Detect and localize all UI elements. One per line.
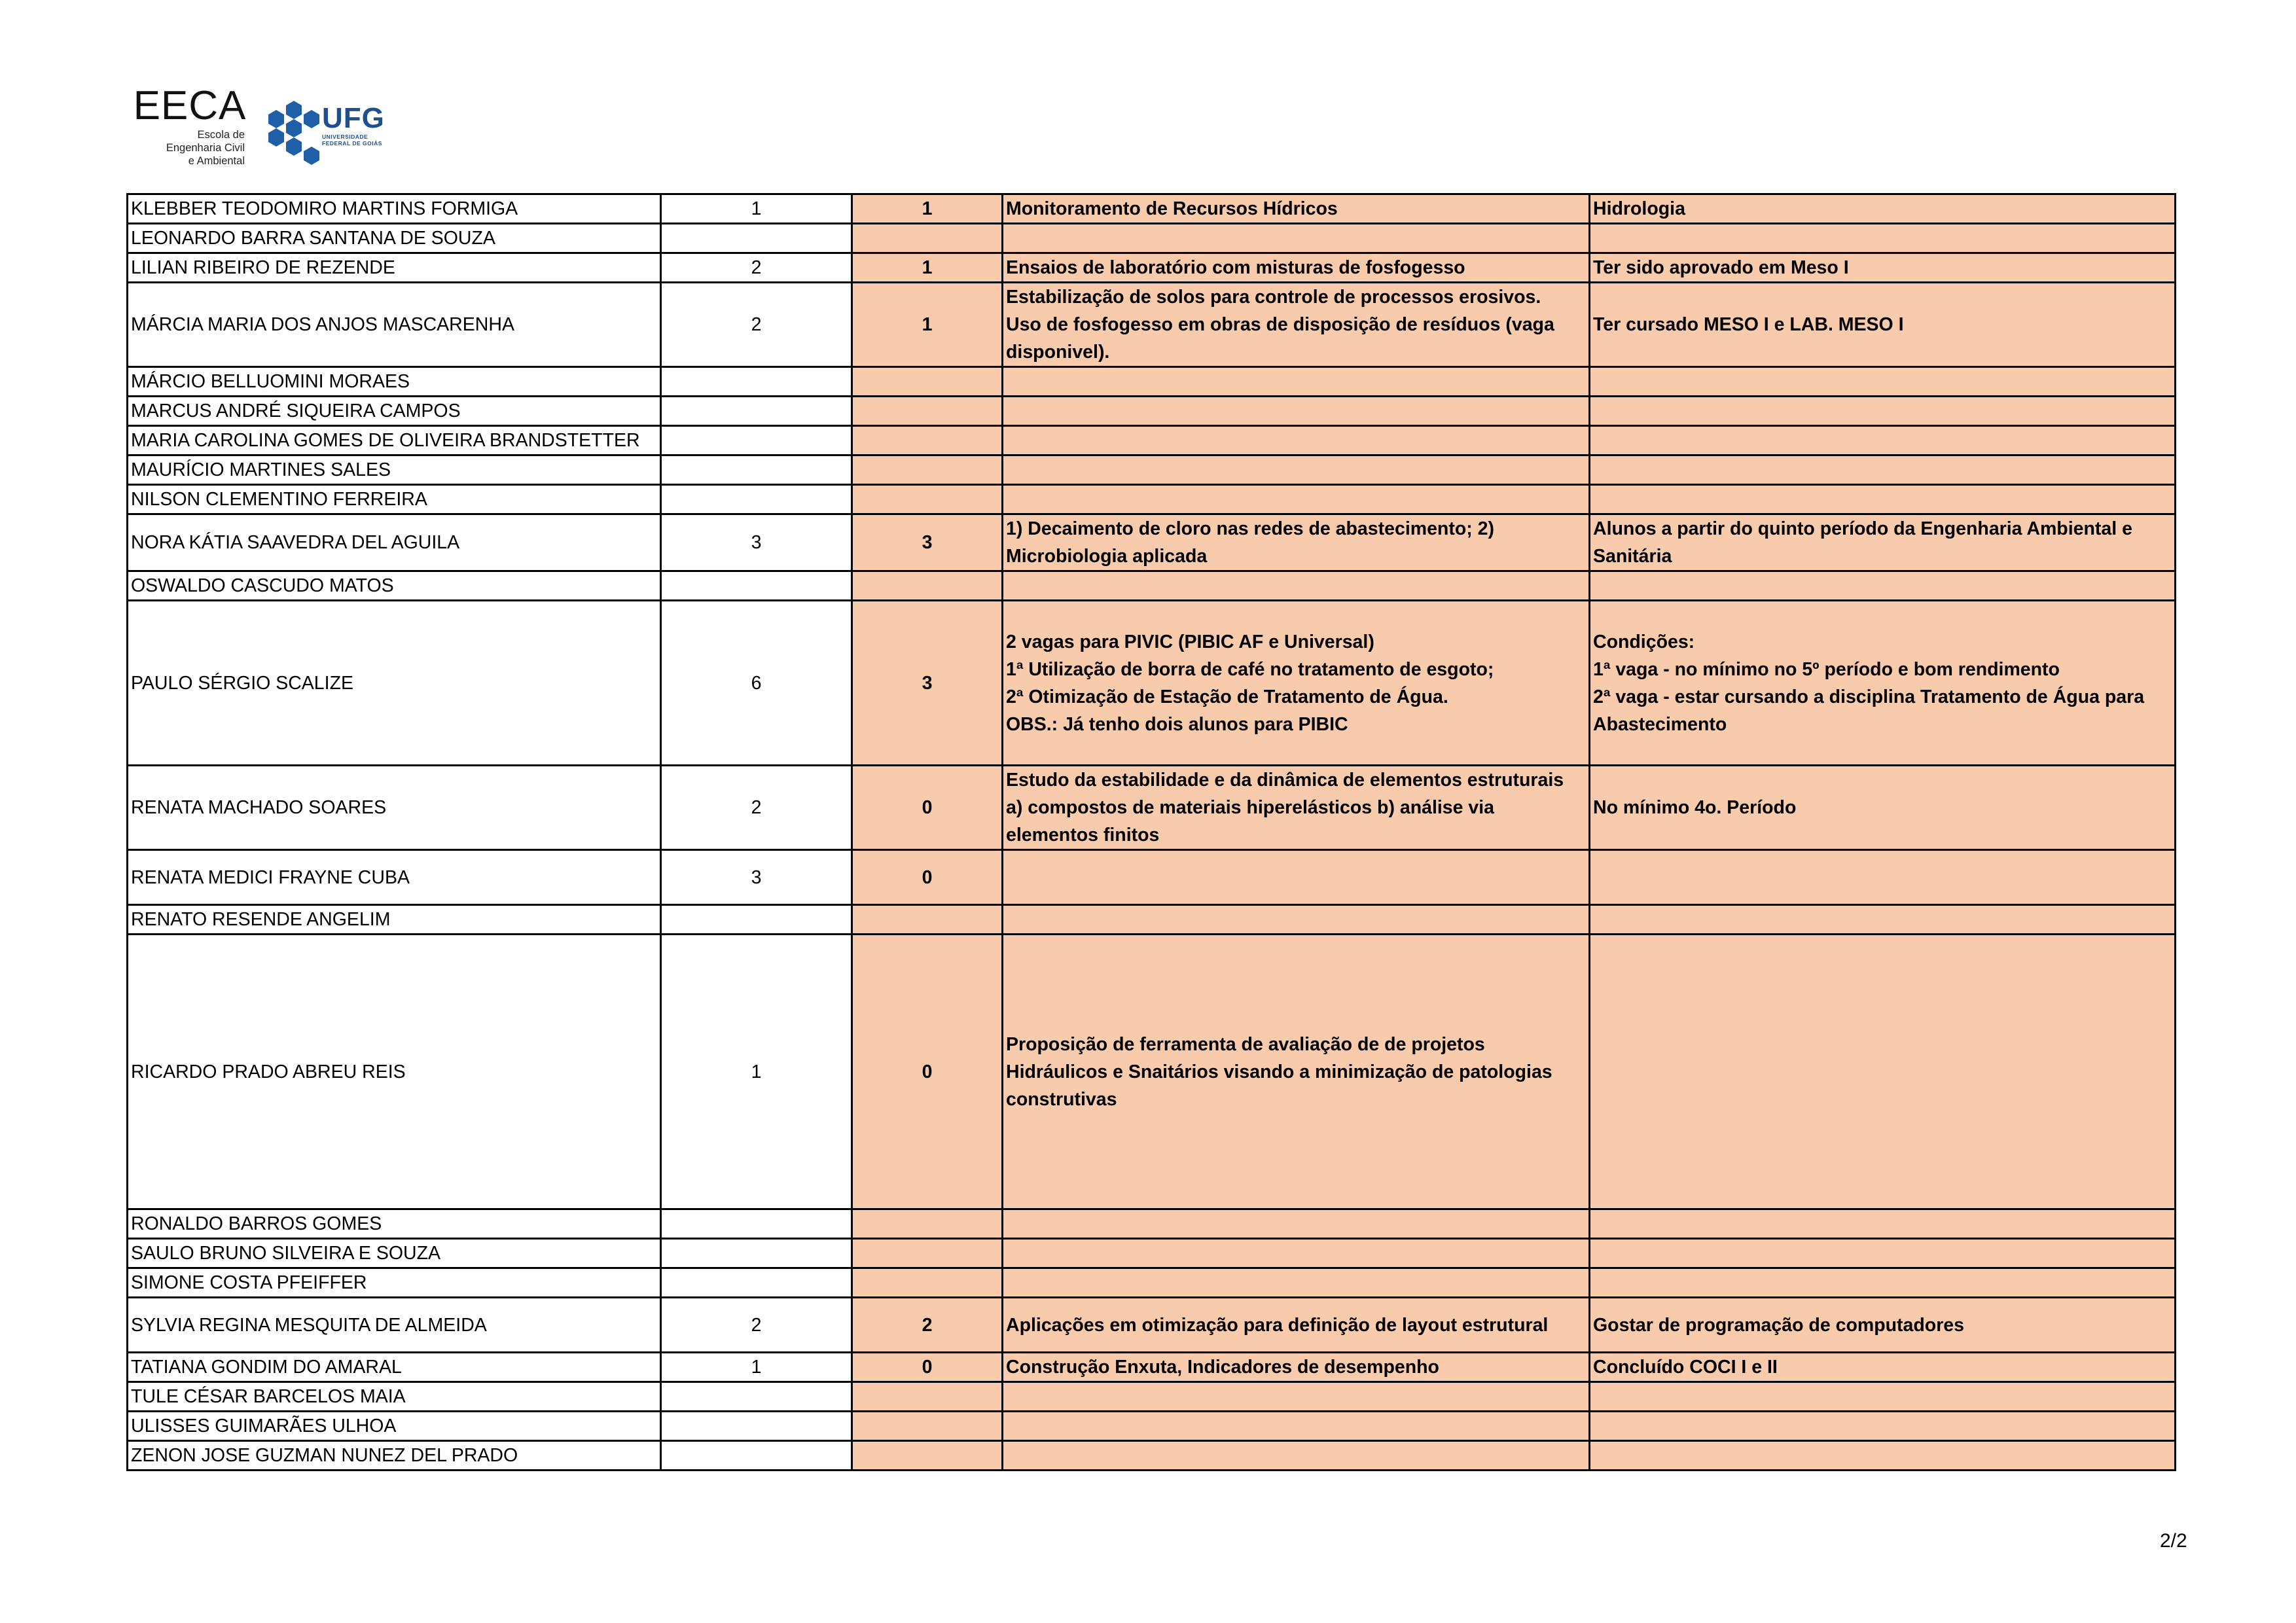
research-topic-cell: Ensaios de laboratório com misturas de fosfogesso	[1003, 253, 1590, 283]
requirements-cell	[1590, 1412, 2176, 1441]
requirements-cell: Alunos a partir do quinto período da Engenharia Ambiental e Sanitária	[1590, 514, 2176, 571]
advisor-name-cell: LILIAN RIBEIRO DE REZENDE	[128, 253, 661, 283]
vacancies-available-cell: 0	[852, 766, 1003, 850]
requirements-cell: Gostar de programação de computadores	[1590, 1298, 2176, 1353]
table-row	[128, 485, 2176, 514]
requirements-cell	[1590, 571, 2176, 601]
advisor-name-cell: KLEBBER TEODOMIRO MARTINS FORMIGA	[128, 194, 661, 224]
advisor-name-cell: ULISSES GUIMARÃES ULHOA	[128, 1412, 661, 1441]
requirements-cell: Ter cursado MESO I e LAB. MESO I	[1590, 283, 2176, 367]
research-topic-cell	[1003, 1412, 1590, 1441]
advisor-name-cell: MÁRCIA MARIA DOS ANJOS MASCARENHA	[128, 283, 661, 367]
table-row	[128, 1412, 2176, 1441]
vacancies-total-cell	[661, 571, 852, 601]
eeca-ufg-logo	[131, 84, 406, 170]
vacancies-available-cell	[852, 1268, 1003, 1298]
vacancies-available-cell: 1	[852, 283, 1003, 367]
table-row	[128, 1382, 2176, 1412]
table-row	[128, 1268, 2176, 1298]
eeca-logo	[131, 84, 249, 168]
table-row	[128, 283, 2176, 367]
eeca-subtitle-2: Engenharia Civil	[166, 142, 245, 154]
advisor-name-cell: RENATO RESENDE ANGELIM	[128, 905, 661, 935]
vacancies-available-cell: 2	[852, 1298, 1003, 1353]
advisor-name-cell: RONALDO BARROS GOMES	[128, 1209, 661, 1239]
vacancies-available-cell	[852, 1441, 1003, 1471]
vacancies-available-cell: 3	[852, 601, 1003, 766]
requirements-cell	[1590, 1382, 2176, 1412]
table-row	[128, 766, 2176, 850]
research-topic-cell	[1003, 1382, 1590, 1412]
research-topic-cell	[1003, 224, 1590, 253]
page-number: 2/2	[2160, 1530, 2187, 1552]
table-row	[128, 571, 2176, 601]
advisor-name-cell: RICARDO PRADO ABREU REIS	[128, 935, 661, 1209]
requirements-cell: No mínimo 4o. Período	[1590, 766, 2176, 850]
eeca-wordmark: EECA	[133, 83, 247, 128]
vacancies-total-cell: 2	[661, 283, 852, 367]
research-topic-cell: Estabilização de solos para controle de processos erosivos. Uso de fosfogesso em obras de disposição de resíduos (vaga disponivel).	[1003, 283, 1590, 367]
research-topic-cell: Aplicações em otimização para definição de layout estrutural	[1003, 1298, 1590, 1353]
vacancies-total-cell: 1	[661, 194, 852, 224]
vacancies-total-cell: 3	[661, 514, 852, 571]
requirements-cell	[1590, 455, 2176, 485]
vacancies-total-cell	[661, 1239, 852, 1268]
research-topic-cell	[1003, 1441, 1590, 1471]
vacancies-available-cell	[852, 367, 1003, 397]
advisor-name-cell: SAULO BRUNO SILVEIRA E SOUZA	[128, 1239, 661, 1268]
ufg-wordmark: UFG	[322, 102, 385, 134]
advisor-name-cell: TULE CÉSAR BARCELOS MAIA	[128, 1382, 661, 1412]
table-row	[128, 224, 2176, 253]
advisor-name-cell: MAURÍCIO MARTINES SALES	[128, 455, 661, 485]
advisor-name-cell: RENATA MEDICI FRAYNE CUBA	[128, 850, 661, 905]
vacancies-available-cell	[852, 1239, 1003, 1268]
ufg-logo-text	[322, 103, 385, 147]
ufg-subtitle-1: UNIVERSIDADE	[322, 134, 368, 140]
advisor-name-cell: LEONARDO BARRA SANTANA DE SOUZA	[128, 224, 661, 253]
research-topic-cell	[1003, 571, 1590, 601]
table-row	[128, 1209, 2176, 1239]
vacancies-available-cell	[852, 224, 1003, 253]
vacancies-total-cell	[661, 1268, 852, 1298]
advisor-name-cell: PAULO SÉRGIO SCALIZE	[128, 601, 661, 766]
requirements-cell	[1590, 850, 2176, 905]
vacancies-available-cell: 1	[852, 194, 1003, 224]
requirements-cell	[1590, 935, 2176, 1209]
vacancies-available-cell: 1	[852, 253, 1003, 283]
requirements-cell	[1590, 426, 2176, 455]
vacancies-available-cell	[852, 485, 1003, 514]
advisor-name-cell: MARIA CAROLINA GOMES DE OLIVEIRA BRANDSTETTER	[128, 426, 661, 455]
table-row	[128, 1353, 2176, 1382]
table-row	[128, 253, 2176, 283]
vacancies-available-cell	[852, 905, 1003, 935]
research-topic-cell	[1003, 397, 1590, 426]
research-topic-cell: Estudo da estabilidade e da dinâmica de elementos estruturais a) compostos de materiais hiperelásticos b) análise via elementos finitos	[1003, 766, 1590, 850]
table-row	[128, 367, 2176, 397]
vacancies-total-cell: 6	[661, 601, 852, 766]
research-topic-cell: Proposição de ferramenta de avaliação de de projetos Hidráulicos e Snaitários visando a minimização de patologias construtivas	[1003, 935, 1590, 1209]
requirements-cell: Ter sido aprovado em Meso I	[1590, 253, 2176, 283]
research-topic-cell	[1003, 1209, 1590, 1239]
research-topic-cell: 2 vagas para PIVIC (PIBIC AF e Universal) 1ª Utilização de borra de café no tratamento de esgoto; 2ª Otimização de Estação de Tratamento de Água. OBS.: Já tenho dois alunos para PIBIC	[1003, 601, 1590, 766]
vacancies-total-cell	[661, 426, 852, 455]
table-row	[128, 514, 2176, 571]
vacancies-available-cell: 3	[852, 514, 1003, 571]
vacancies-total-cell	[661, 224, 852, 253]
table-row	[128, 601, 2176, 766]
table-row	[128, 397, 2176, 426]
vacancies-available-cell	[852, 455, 1003, 485]
vacancies-available-cell	[852, 426, 1003, 455]
advisor-name-cell: TATIANA GONDIM DO AMARAL	[128, 1353, 661, 1382]
advisor-table	[126, 193, 2176, 1471]
research-topic-cell: 1) Decaimento de cloro nas redes de abastecimento; 2) Microbiologia aplicada	[1003, 514, 1590, 571]
vacancies-total-cell: 2	[661, 253, 852, 283]
research-topic-cell	[1003, 850, 1590, 905]
vacancies-total-cell: 1	[661, 1353, 852, 1382]
table-row	[128, 1239, 2176, 1268]
vacancies-total-cell	[661, 1382, 852, 1412]
requirements-cell	[1590, 905, 2176, 935]
advisor-name-cell: NORA KÁTIA SAAVEDRA DEL AGUILA	[128, 514, 661, 571]
table-row	[128, 1298, 2176, 1353]
vacancies-total-cell	[661, 397, 852, 426]
requirements-cell: Condições: 1ª vaga - no mínimo no 5º período e bom rendimento 2ª vaga - estar cursando a disciplina Tratamento de Água para Abastecimento	[1590, 601, 2176, 766]
table-row	[128, 194, 2176, 224]
ufg-subtitle-2: FEDERAL DE GOIÁS	[322, 140, 382, 147]
table-row	[128, 1441, 2176, 1471]
vacancies-total-cell	[661, 1441, 852, 1471]
requirements-cell	[1590, 1268, 2176, 1298]
requirements-cell	[1590, 224, 2176, 253]
requirements-cell	[1590, 397, 2176, 426]
requirements-cell	[1590, 1441, 2176, 1471]
eeca-subtitle-1: Escola de	[197, 129, 245, 141]
research-topic-cell	[1003, 485, 1590, 514]
vacancies-total-cell	[661, 455, 852, 485]
advisor-name-cell: SIMONE COSTA PFEIFFER	[128, 1268, 661, 1298]
research-topic-cell: Monitoramento de Recursos Hídricos	[1003, 194, 1590, 224]
table-row	[128, 455, 2176, 485]
requirements-cell	[1590, 367, 2176, 397]
vacancies-available-cell: 0	[852, 935, 1003, 1209]
vacancies-total-cell: 2	[661, 766, 852, 850]
vacancies-available-cell	[852, 1412, 1003, 1441]
eeca-subtitle-3: e Ambiental	[188, 155, 245, 167]
advisor-name-cell: MÁRCIO BELLUOMINI MORAES	[128, 367, 661, 397]
advisor-name-cell: SYLVIA REGINA MESQUITA DE ALMEIDA	[128, 1298, 661, 1353]
requirements-cell: Hidrologia	[1590, 194, 2176, 224]
vacancies-total-cell: 3	[661, 850, 852, 905]
requirements-cell	[1590, 1209, 2176, 1239]
vacancies-available-cell	[852, 1209, 1003, 1239]
vacancies-total-cell	[661, 485, 852, 514]
requirements-cell	[1590, 485, 2176, 514]
vacancies-total-cell	[661, 1209, 852, 1239]
advisor-name-cell: NILSON CLEMENTINO FERREIRA	[128, 485, 661, 514]
research-topic-cell	[1003, 1239, 1590, 1268]
requirements-cell	[1590, 1239, 2176, 1268]
research-topic-cell	[1003, 1268, 1590, 1298]
research-topic-cell	[1003, 455, 1590, 485]
research-topic-cell	[1003, 367, 1590, 397]
advisor-name-cell: OSWALDO CASCUDO MATOS	[128, 571, 661, 601]
requirements-cell: Concluído COCI I e II	[1590, 1353, 2176, 1382]
advisor-name-cell: RENATA MACHADO SOARES	[128, 766, 661, 850]
table-row	[128, 426, 2176, 455]
advisor-table-body	[128, 194, 2176, 1471]
vacancies-available-cell	[852, 397, 1003, 426]
vacancies-total-cell	[661, 367, 852, 397]
advisor-name-cell: MARCUS ANDRÉ SIQUEIRA CAMPOS	[128, 397, 661, 426]
vacancies-total-cell: 1	[661, 935, 852, 1209]
research-topic-cell	[1003, 426, 1590, 455]
table-row	[128, 935, 2176, 1209]
vacancies-total-cell	[661, 905, 852, 935]
research-topic-cell: Construção Enxuta, Indicadores de desempenho	[1003, 1353, 1590, 1382]
vacancies-available-cell	[852, 1382, 1003, 1412]
vacancies-available-cell: 0	[852, 850, 1003, 905]
table-row	[128, 905, 2176, 935]
research-topic-cell	[1003, 905, 1590, 935]
vacancies-total-cell: 2	[661, 1298, 852, 1353]
vacancies-available-cell	[852, 571, 1003, 601]
table-row	[128, 850, 2176, 905]
vacancies-total-cell	[661, 1412, 852, 1441]
advisor-name-cell: ZENON JOSE GUZMAN NUNEZ DEL PRADO	[128, 1441, 661, 1471]
vacancies-available-cell: 0	[852, 1353, 1003, 1382]
